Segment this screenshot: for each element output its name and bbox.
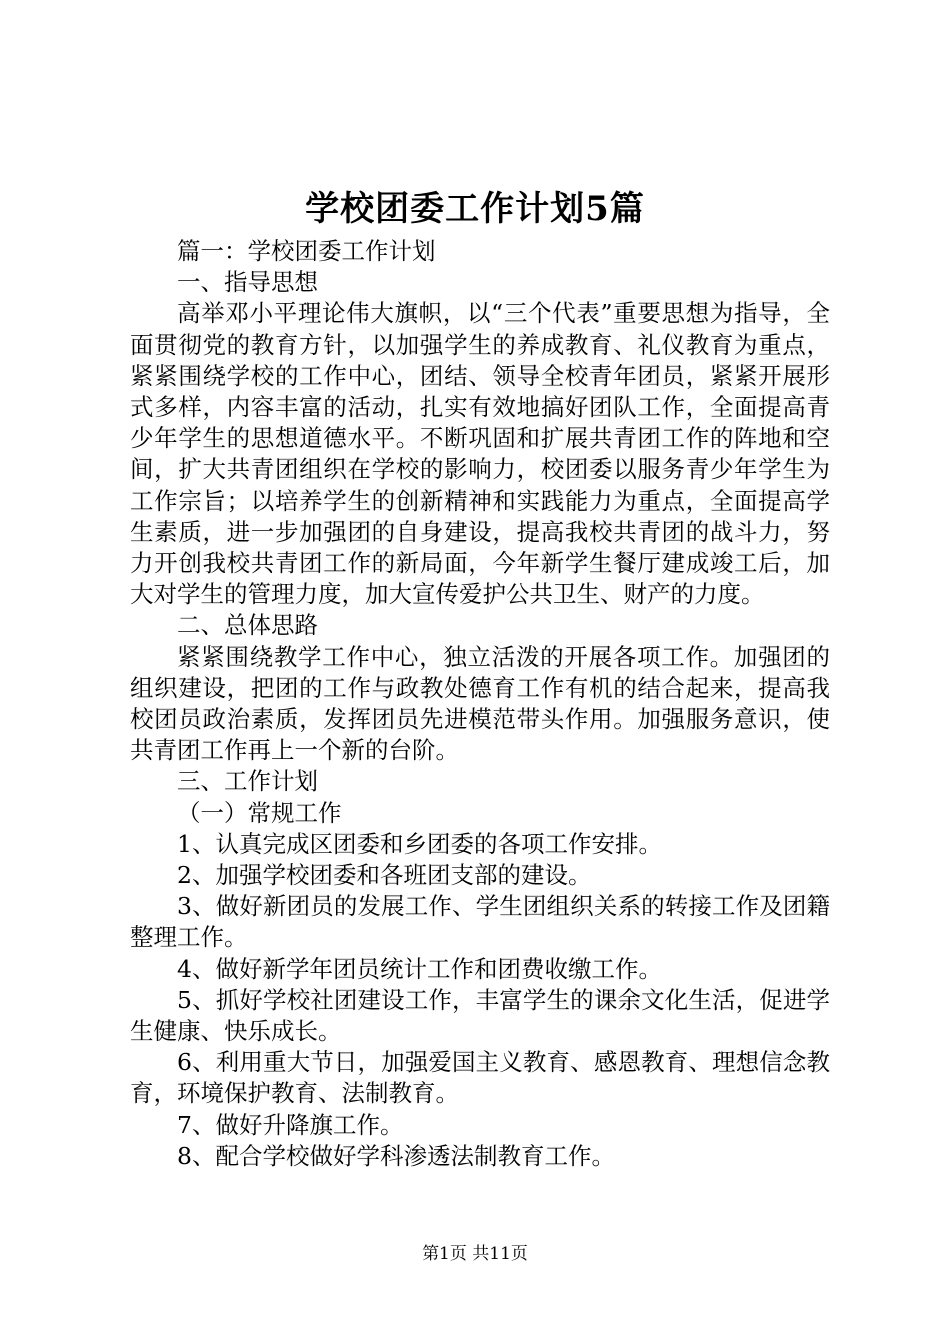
list-item: 2、加强学校团委和各班团支部的建设。 bbox=[177, 861, 592, 890]
page-footer: 第1页 共11页 bbox=[422, 1244, 528, 1264]
section-heading-part-one: 篇一：学校团委工作计划 bbox=[177, 237, 436, 265]
list-item: 8、配合学校做好学科渗透法制教育工作。 bbox=[177, 1141, 615, 1170]
list-item: 1、认真完成区团委和乡团委的各项工作安排。 bbox=[177, 829, 662, 858]
document-title: 学校团委工作计划5篇 bbox=[305, 189, 645, 229]
list-item: 7、做好升降旗工作。 bbox=[177, 1110, 404, 1139]
paragraph-guiding-ideology: 高举邓小平理论伟大旗帜，以“三个代表”重要思想为指导，全面贯彻党的教育方针，以加强学生的养成教育、礼仪教育为重点，紧紧围绕学校的工作中心，团结、领导全校青年团员，紧紧开展形式多样，内容丰富的活动，扎实有效地搞好团队工作，全面提高青少年学生的思想道德水平。不断巩固和扩展共青团工作的阵地和空间，扩大共青团组织在学校的影响力，校团委以服务青少年学生为工作宗旨；以培养学生的创新精神和实践能力为重点，全面提高学生素质，进一步加强团的自身建设，提高我校共青团的战斗力，努力开创我校共青团工作的新局面，今年新学生餐厅建成竣工后，加大对学生的管理力度，加大宣传爱护公共卫生、财产的力度。 bbox=[130, 299, 830, 609]
section-heading-work-plan: 三、工作计划 bbox=[177, 767, 318, 796]
subsection-heading-routine-work: （一）常规工作 bbox=[177, 798, 342, 827]
list-item: 4、做好新学年团员统计工作和团费收缴工作。 bbox=[177, 954, 662, 983]
section-heading-overall-approach: 二、总体思路 bbox=[177, 611, 318, 640]
list-item: 6、利用重大节日，加强爱国主义教育、感恩教育、理想信念教育，环境保护教育、法制教育。 bbox=[130, 1048, 830, 1108]
list-item: 3、做好新团员的发展工作、学生团组织关系的转接工作及团籍整理工作。 bbox=[130, 892, 830, 952]
section-heading-guiding-ideology: 一、指导思想 bbox=[177, 268, 318, 297]
document-body bbox=[130, 236, 830, 1172]
paragraph-overall-approach: 紧紧围绕教学工作中心，独立活泼的开展各项工作。加强团的组织建设，把团的工作与政教处德育工作有机的结合起来，提高我校团员政治素质，发挥团员先进模范带头作用。加强服务意识，使共青团工作再上一个新的台阶。 bbox=[130, 642, 830, 765]
list-item: 5、抓好学校社团建设工作，丰富学生的课余文化生活，促进学生健康、快乐成长。 bbox=[130, 985, 830, 1046]
